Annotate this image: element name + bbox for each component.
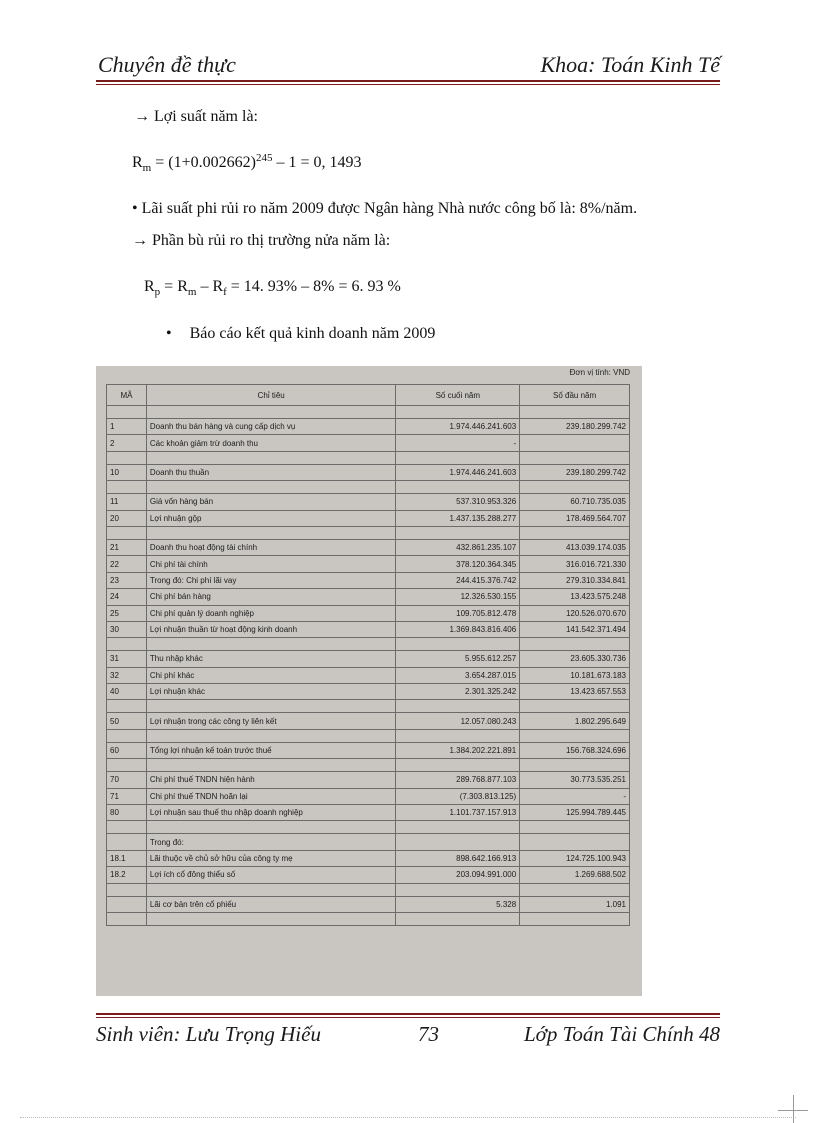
table-row [107, 435, 630, 451]
table-row [107, 589, 630, 605]
cell-year-end [396, 912, 520, 925]
annual-return-label: → Lợi suất năm là: [134, 108, 258, 125]
table-row [107, 621, 630, 637]
col-header-year-start: Số đầu năm [520, 385, 630, 406]
col-header-item: Chỉ tiêu [146, 385, 396, 406]
cell-item: Doanh thu bán hàng và cung cấp dịch vụ [146, 419, 396, 435]
cell-year-start [520, 729, 630, 742]
table-row [107, 494, 630, 510]
cell-code: 25 [107, 605, 147, 621]
cell-year-end: 3.654.287.015 [396, 667, 520, 683]
table-row [107, 419, 630, 435]
cell-item: Thu nhập khác [146, 651, 396, 667]
cell-year-end: 12.057.080.243 [396, 713, 520, 729]
table-row [107, 772, 630, 788]
cell-year-start: 13.423.657.553 [520, 684, 630, 700]
cell-item [146, 406, 396, 419]
cell-year-start: 125.994.789.445 [520, 805, 630, 821]
cell-item: Chi phí thuế TNDN hoãn lại [146, 788, 396, 804]
cell-code: 10 [107, 464, 147, 480]
cell-year-end: 5.955.612.257 [396, 651, 520, 667]
table-row [107, 510, 630, 526]
cell-item: Lợi nhuận trong các công ty liên kết [146, 713, 396, 729]
table-row [107, 912, 630, 925]
table-row [107, 556, 630, 572]
table-row [107, 684, 630, 700]
cell-code: 11 [107, 494, 147, 510]
cell-year-start: 1.802.295.649 [520, 713, 630, 729]
cell-code: 24 [107, 589, 147, 605]
cell-year-start [520, 759, 630, 772]
table-row [107, 638, 630, 651]
cell-year-end: 1.369.843.816.406 [396, 621, 520, 637]
cell-code: 31 [107, 651, 147, 667]
cell-year-end [396, 700, 520, 713]
cell-item [146, 759, 396, 772]
cell-year-start [520, 834, 630, 850]
cell-year-start: 1.091 [520, 896, 630, 912]
cell-year-end: 537.310.953.326 [396, 494, 520, 510]
cell-year-end: 1.974.446.241.603 [396, 419, 520, 435]
cell-code: 2 [107, 435, 147, 451]
table-row [107, 406, 630, 419]
cell-item: Lãi cơ bản trên cổ phiếu [146, 896, 396, 912]
cell-item: Lợi nhuận khác [146, 684, 396, 700]
cell-item: Doanh thu hoạt động tài chính [146, 539, 396, 555]
cell-item: Lợi nhuận thuần từ hoạt động kinh doanh [146, 621, 396, 637]
cell-code [107, 883, 147, 896]
table-row [107, 883, 630, 896]
cell-year-start: 124.725.100.943 [520, 850, 630, 866]
cell-year-end: (7.303.813.125) [396, 788, 520, 804]
cell-item: Lợi nhuận gộp [146, 510, 396, 526]
cell-code [107, 834, 147, 850]
cell-year-start: 60.710.735.035 [520, 494, 630, 510]
crop-mark-horizontal [778, 1110, 808, 1111]
cell-year-end: 1.384.202.221.891 [396, 742, 520, 758]
table-row [107, 788, 630, 804]
table-row [107, 896, 630, 912]
table-row [107, 700, 630, 713]
cell-code: 22 [107, 556, 147, 572]
table-row [107, 572, 630, 588]
cell-code [107, 759, 147, 772]
cell-year-start: 156.768.324.696 [520, 742, 630, 758]
cell-code [107, 912, 147, 925]
cell-code [107, 638, 147, 651]
cell-year-start [520, 912, 630, 925]
cell-item: Chi phí khác [146, 667, 396, 683]
table-row [107, 605, 630, 621]
table-row [107, 451, 630, 464]
table-row [107, 821, 630, 834]
page-edge-guide [20, 1117, 796, 1118]
cell-year-end: 12.326.530.155 [396, 589, 520, 605]
cell-code [107, 821, 147, 834]
cell-code: 18.1 [107, 850, 147, 866]
footer-student: Sinh viên: Lưu Trọng Hiếu [96, 1022, 321, 1046]
cell-year-start [520, 638, 630, 651]
cell-code: 23 [107, 572, 147, 588]
risk-free-rate-text: • Lãi suất phi rủi ro năm 2009 được Ngân hàng Nhà nước công bố là: 8%/năm. [132, 200, 638, 217]
risk-premium-equation: $R_p = R_m - R_f = 14$. 93% – 8% = 6. 93 % [144, 278, 401, 298]
cell-year-start: 316.016.721.330 [520, 556, 630, 572]
table-row [107, 526, 630, 539]
cell-item: Giá vốn hàng bán [146, 494, 396, 510]
cell-year-start [520, 526, 630, 539]
cell-year-start: 279.310.334.841 [520, 572, 630, 588]
cell-code: 40 [107, 684, 147, 700]
table-row [107, 759, 630, 772]
cell-item: Lợi ích cổ đông thiểu số [146, 867, 396, 883]
cell-code: 80 [107, 805, 147, 821]
cell-year-end [396, 481, 520, 494]
table-row [107, 805, 630, 821]
cell-year-end: 109.705.812.478 [396, 605, 520, 621]
cell-year-end: 898.642.166.913 [396, 850, 520, 866]
cell-year-start: 178.469.564.707 [520, 510, 630, 526]
cell-item: Doanh thu thuần [146, 464, 396, 480]
cell-year-start [520, 406, 630, 419]
cell-code [107, 406, 147, 419]
income-statement-image [96, 366, 642, 996]
cell-code [107, 700, 147, 713]
cell-item [146, 481, 396, 494]
cell-year-start: 239.180.299.742 [520, 464, 630, 480]
cell-item [146, 821, 396, 834]
cell-item: Lãi thuộc về chủ sở hữu của công ty mẹ [146, 850, 396, 866]
cell-code: 32 [107, 667, 147, 683]
col-header-year-end: Số cuối năm [396, 385, 520, 406]
cell-year-start: 239.180.299.742 [520, 419, 630, 435]
cell-year-end: 1.101.737.157.913 [396, 805, 520, 821]
footer-class: Lớp Toán Tài Chính 48 [524, 1022, 720, 1046]
cell-year-start: 30.773.535.251 [520, 772, 630, 788]
cell-item: Chi phí bán hàng [146, 589, 396, 605]
table-row [107, 713, 630, 729]
header-left: Chuyên đề thực [98, 52, 236, 77]
cell-code: 71 [107, 788, 147, 804]
header-rule-top [96, 80, 720, 82]
cell-year-end: 5.328 [396, 896, 520, 912]
cell-code: 60 [107, 742, 147, 758]
cell-year-start: 13.423.575.248 [520, 589, 630, 605]
table-row [107, 850, 630, 866]
cell-year-end: 289.768.877.103 [396, 772, 520, 788]
cell-year-end: 244.415.376.742 [396, 572, 520, 588]
cell-item: Các khoản giảm trừ doanh thu [146, 435, 396, 451]
cell-item: Trong đó: Chi phí lãi vay [146, 572, 396, 588]
cell-year-end [396, 883, 520, 896]
cell-year-end: 1.437.135.288.277 [396, 510, 520, 526]
income-statement-heading: • Báo cáo kết quả kinh doanh năm 2009 [166, 325, 436, 342]
cell-year-end [396, 759, 520, 772]
table-header-row [107, 385, 630, 406]
cell-item [146, 700, 396, 713]
cell-year-end: 378.120.364.345 [396, 556, 520, 572]
table-row [107, 651, 630, 667]
market-return-equation: $R_m = (1+0.002662)^{245} - 1 = 0$, 1493 [132, 152, 362, 174]
cell-year-start: 10.181.673.183 [520, 667, 630, 683]
cell-item [146, 638, 396, 651]
cell-code [107, 451, 147, 464]
cell-year-end [396, 638, 520, 651]
cell-item [146, 912, 396, 925]
cell-year-end [396, 406, 520, 419]
cell-item [146, 883, 396, 896]
cell-code [107, 896, 147, 912]
cell-year-end: 2.301.325.242 [396, 684, 520, 700]
cell-year-start [520, 883, 630, 896]
cell-year-start: 1.269.688.502 [520, 867, 630, 883]
cell-code: 50 [107, 713, 147, 729]
cell-year-end: 432.861.235.107 [396, 539, 520, 555]
cell-code [107, 526, 147, 539]
cell-code [107, 481, 147, 494]
table-row [107, 667, 630, 683]
cell-year-start [520, 821, 630, 834]
cell-year-start: 120.526.070.670 [520, 605, 630, 621]
risk-premium-label: → Phần bù rủi ro thị trường nửa năm là: [132, 232, 391, 249]
crop-mark-vertical [793, 1095, 794, 1123]
table-row [107, 834, 630, 850]
cell-year-start [520, 435, 630, 451]
footer-rule-bottom [96, 1017, 720, 1018]
cell-year-end [396, 834, 520, 850]
cell-year-start: 413.039.174.035 [520, 539, 630, 555]
table-row [107, 539, 630, 555]
cell-code: 30 [107, 621, 147, 637]
cell-year-end: 1.974.446.241.603 [396, 464, 520, 480]
cell-item: Chi phí tài chính [146, 556, 396, 572]
cell-code: 1 [107, 419, 147, 435]
cell-year-start [520, 451, 630, 464]
cell-year-end: 203.094.991.000 [396, 867, 520, 883]
cell-year-end: - [396, 435, 520, 451]
cell-item: Chi phí thuế TNDN hiện hành [146, 772, 396, 788]
cell-code: 70 [107, 772, 147, 788]
cell-item: Lợi nhuận sau thuế thu nhập doanh nghiệp [146, 805, 396, 821]
page-number: 73 [418, 1022, 439, 1046]
cell-year-start: - [520, 788, 630, 804]
unit-label: Đơn vị tính: VND [569, 368, 630, 377]
income-statement-table [106, 384, 630, 926]
bullet-mark: • [166, 325, 172, 342]
cell-item: Chi phí quản lý doanh nghiệp [146, 605, 396, 621]
cell-code [107, 729, 147, 742]
cell-item [146, 451, 396, 464]
header-rule-bottom [96, 84, 720, 85]
cell-code: 21 [107, 539, 147, 555]
cell-year-end [396, 821, 520, 834]
page-header [96, 52, 720, 80]
cell-item [146, 526, 396, 539]
cell-year-end [396, 729, 520, 742]
cell-year-start: 23.605.330.736 [520, 651, 630, 667]
header-right: Khoa: Toán Kinh Tế [540, 52, 720, 77]
table-row [107, 729, 630, 742]
cell-item: Tổng lợi nhuận kế toán trước thuế [146, 742, 396, 758]
cell-item [146, 729, 396, 742]
footer-rule-top [96, 1013, 720, 1015]
table-row [107, 464, 630, 480]
cell-year-start: 141.542.371.494 [520, 621, 630, 637]
table-row [107, 742, 630, 758]
cell-year-start [520, 700, 630, 713]
table-row [107, 867, 630, 883]
cell-code: 20 [107, 510, 147, 526]
cell-year-end [396, 526, 520, 539]
col-header-code: MÃ [107, 385, 147, 406]
cell-code: 18.2 [107, 867, 147, 883]
cell-item: Trong đó: [146, 834, 396, 850]
table-row [107, 481, 630, 494]
cell-year-end [396, 451, 520, 464]
cell-year-start [520, 481, 630, 494]
page-footer [96, 1022, 720, 1050]
